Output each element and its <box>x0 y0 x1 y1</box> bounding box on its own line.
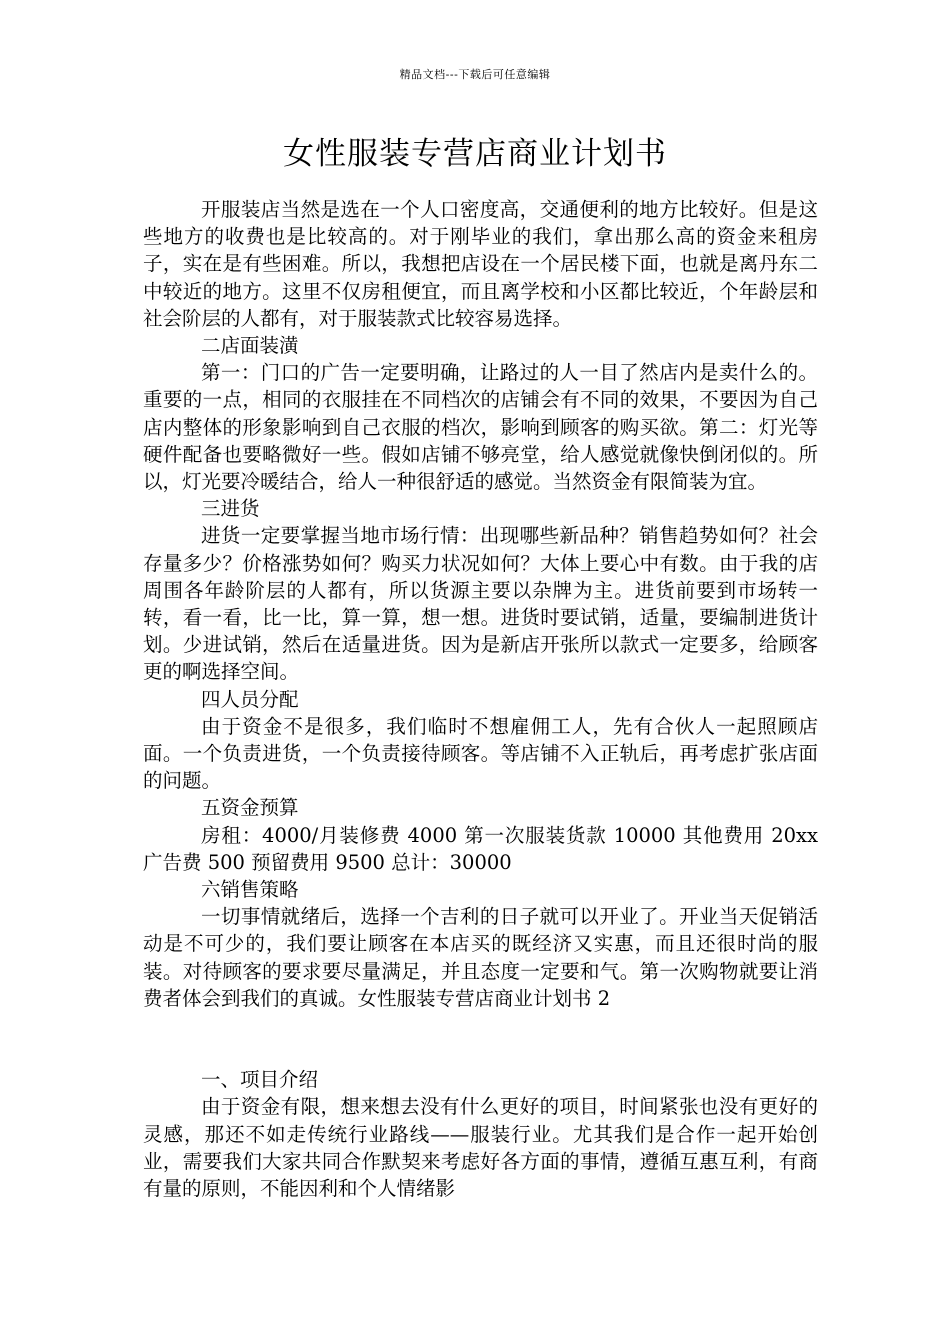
heading-purchasing: 三进货 <box>201 497 260 521</box>
heading-project-intro: 一、项目介绍 <box>201 1068 319 1092</box>
section-gap <box>143 1012 818 1066</box>
paragraph-purchasing: 进货一定要掌握当地市场行情：出现哪些新品种？销售趋势如何？社会存量多少？价格涨势如何？购买力状况如何？大体上要心中有数。由于我的店周围各年龄阶层的人都有，所以货源主要以杂牌为主。进货前要到市场转一转，看一看，比一比，算一算，想一想。进货时要试销，适量，要编制进货计划。少进试销，然后在适量进货。因为是新店开张所以款式一定要多，给顾客更的啊选择空间。 <box>143 524 818 684</box>
document-body <box>143 196 818 1202</box>
header-note: 精品文档---下载后可任意编辑 <box>399 68 551 81</box>
heading-staffing: 四人员分配 <box>201 687 299 711</box>
heading-budget: 五资金预算 <box>201 796 299 820</box>
paragraph-project-intro: 由于资金有限，想来想去没有什么更好的项目，时间紧张也没有更好的灵感，那还不如走传统行业路线——服装行业。尤其我们是合作一起开始创业，需要我们大家共同合作默契来考虑好各方面的事情，遵循互惠互利，有商有量的原则，不能因利和个人情绪影 <box>143 1095 818 1200</box>
paragraph-sales-strategy: 一切事情就绪后，选择一个吉利的日子就可以开业了。开业当天促销活动是不可少的，我们要让顾客在本店买的既经济又实惠，而且还很时尚的服装。对待顾客的要求要尽量满足，并且态度一定要和气。第一次购物就要让消费者体会到我们的真诚。女性服装专营店商业计划书 2 <box>143 905 818 1010</box>
paragraph-staffing: 由于资金不是很多，我们临时不想雇佣工人，先有合伙人一起照顾店面。一个负责进货，一个负责接待顾客。等店铺不入正轨后，再考虑扩张店面的问题。 <box>143 714 818 793</box>
heading-sales-strategy: 六销售策略 <box>201 878 299 902</box>
document-title: 女性服装专营店商业计划书 <box>283 136 667 172</box>
paragraph-store-decoration: 第一：门口的广告一定要明确，让路过的人一目了然店内是卖什么的。重要的一点，相同的衣服挂在不同档次的店铺会有不同的效果，不要因为自己店内整体的形象影响到自己衣服的档次，影响到顾客的购买欲。第二：灯光等硬件配备也要略微好一些。假如店铺不够亮堂，给人感觉就像快倒闭似的。所以，灯光要冷暖结合，给人一种很舒适的感觉。当然资金有限简装为宜。 <box>143 361 818 494</box>
paragraph-budget: 房租：4000/月装修费 4000 第一次服装货款 10000 其他费用 20xx 广告费 500 预留费用 9500 总计：30000 <box>143 823 818 874</box>
heading-store-decoration: 二店面装潢 <box>201 334 299 358</box>
paragraph-location: 开服装店当然是选在一个人口密度高，交通便利的地方比较好。但是这些地方的收费也是比较高的。对于刚毕业的我们，拿出那么高的资金来租房子，实在是有些困难。所以，我想把店设在一个居民楼下面，也就是离丹东二中较近的地方。这里不仅房租便宜，而且离学校和小区都比较近，个年龄层和社会阶层的人都有，对于服装款式比较容易选择。 <box>143 198 818 330</box>
